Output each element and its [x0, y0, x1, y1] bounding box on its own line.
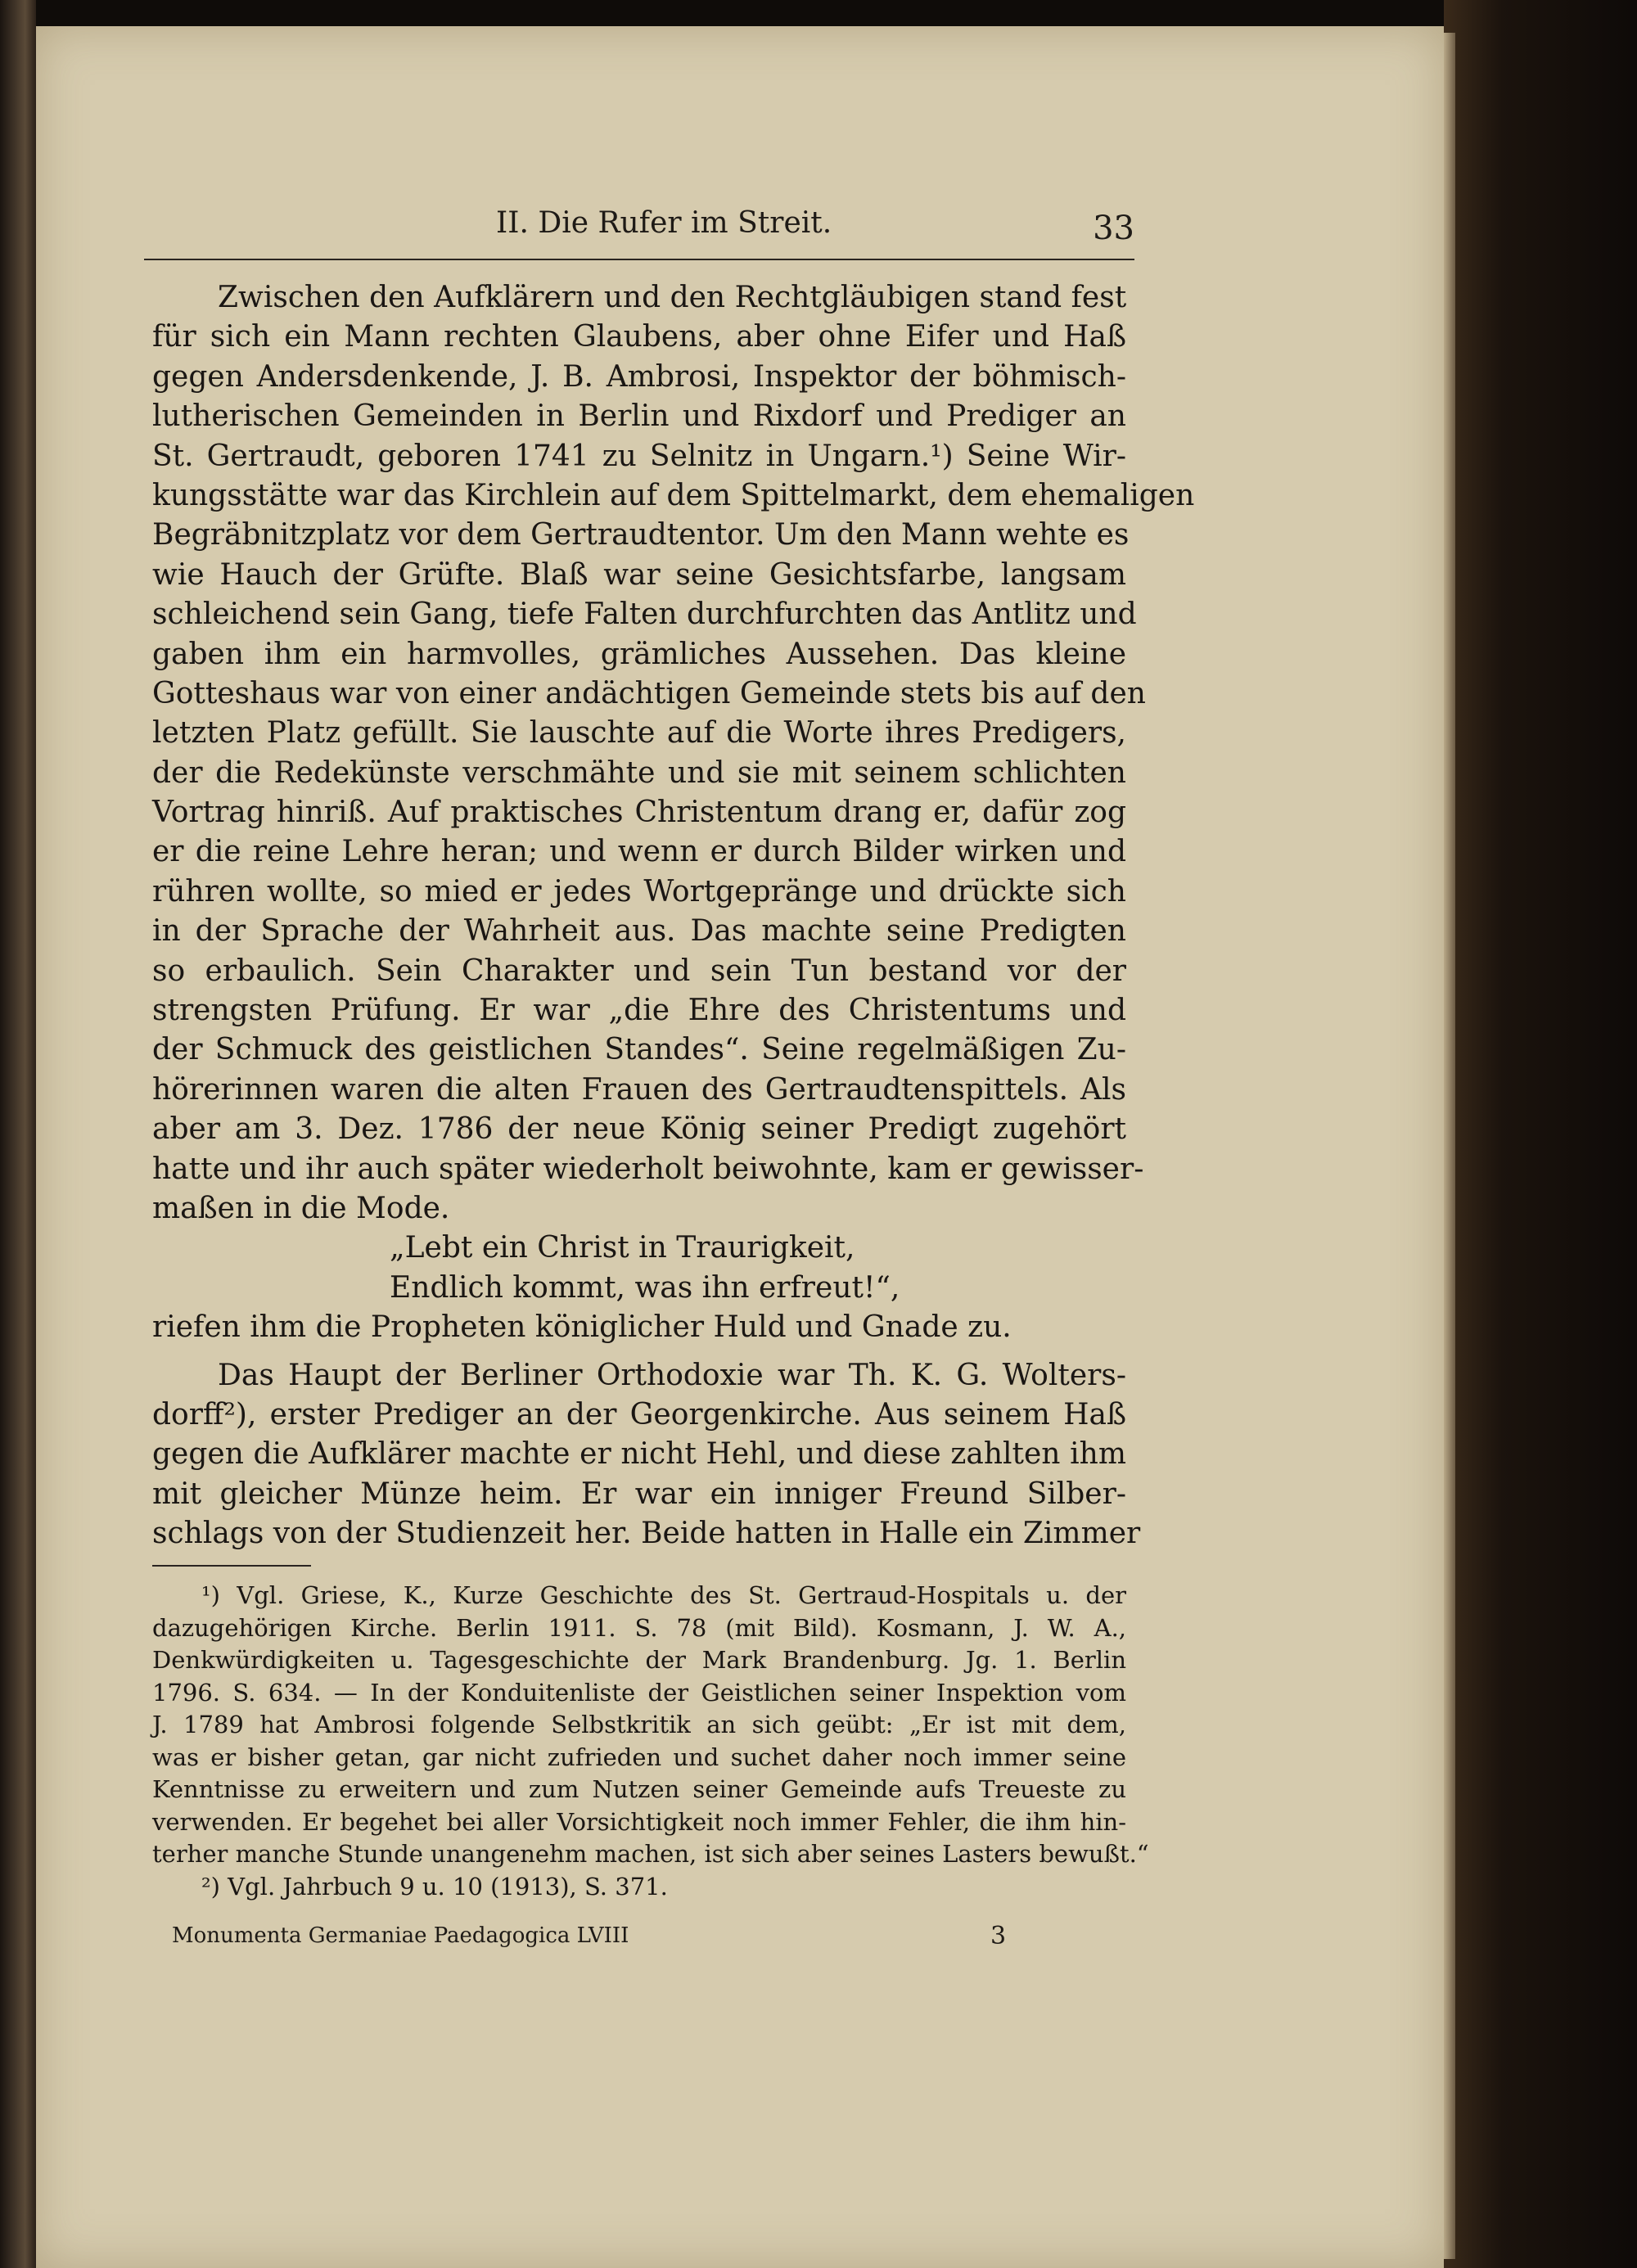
footnote-line: 1796. S. 634. — In der Konduitenliste der Geistlichen seiner Inspektion vom [152, 1678, 1126, 1707]
text-line: hatte und ihr auch später wiederholt beiwohnte, kam er gewisser- [152, 1152, 1144, 1186]
text-line: lutherischen Gemeinden in Berlin und Rixdorf und Prediger an [152, 399, 1126, 434]
footnote-line: Kenntnisse zu erweitern und zum Nutzen seiner Gemeinde aufs Treueste zu [152, 1775, 1126, 1803]
footnote-line: terher manche Stunde unangenehm machen, ist sich aber seines Lasters bewußt.“ [152, 1840, 1149, 1868]
page-edge [1444, 33, 1455, 2259]
verse-line: Endlich kommt, was ihn erfreut!“, [390, 1270, 900, 1305]
text-line: rühren wollte, so mied er jedes Wortgepränge und drückte sich [152, 874, 1126, 909]
text-line: gegen die Aufklärer machte er nicht Hehl, und diese zahlten ihm [152, 1437, 1126, 1472]
text-line: schleichend sein Gang, tiefe Falten durchfurchten das Antlitz und [152, 597, 1137, 632]
footnote-line: Denkwürdigkeiten u. Tagesgeschichte der Mark Brandenburg. Jg. 1. Berlin [152, 1646, 1126, 1674]
text-line: maßen in die Mode. [152, 1191, 450, 1225]
footnote-line: ²) Vgl. Jahrbuch 9 u. 10 (1913), S. 371. [201, 1872, 668, 1901]
text-line: für sich ein Mann rechten Glaubens, aber ohne Eifer und Haß [152, 320, 1126, 354]
page-number: 33 [1093, 210, 1134, 247]
text-line: letzten Platz gefüllt. Sie lauschte auf die Worte ihres Predigers, [152, 716, 1126, 751]
footnotes [152, 1580, 1149, 1903]
footnote-line: J. 1789 hat Ambrosi folgende Selbstkritik an sich geübt: „Er ist mit dem, [152, 1711, 1126, 1738]
text-line: Begräbnitzplatz vor dem Gertraudtentor. Um den Mann wehte es [152, 518, 1130, 552]
text-line: riefen ihm die Propheten königlicher Huld und Gnade zu. [152, 1310, 1012, 1345]
footnote-rule [152, 1565, 311, 1567]
footnote-line: was er bisher getan, gar nicht zufrieden und suchet daher noch immer seine [152, 1743, 1126, 1771]
text-line: wie Hauch der Grüfte. Blaß war seine Gesichtsfarbe, langsam [152, 557, 1126, 592]
text-line: dorff²), erster Prediger an der Georgenkirche. Aus seinem Haß [152, 1397, 1126, 1432]
running-head-title: II. Die Rufer im Streit. [496, 206, 832, 240]
verse-line: „Lebt ein Christ in Traurigkeit, [390, 1231, 855, 1265]
text-line: schlags von der Studienzeit her. Beide hatten in Halle ein Zimmer [152, 1517, 1141, 1551]
text-line: strengsten Prüfung. Er war „die Ehre des Christentums und [152, 994, 1126, 1028]
text-line: St. Gertraudt, geboren 1741 zu Selnitz in Ungarn.¹) Seine Wir- [152, 439, 1126, 473]
book-right-edge [1444, 0, 1637, 2268]
text-line: so erbaulich. Sein Charakter und sein Tun bestand vor der [152, 954, 1126, 988]
main-text [152, 278, 1195, 1554]
footnote-line: verwenden. Er begehet bei aller Vorsichtigkeit noch immer Fehler, die ihm hin- [152, 1807, 1126, 1836]
text-line: Gotteshaus war von einer andächtigen Gemeinde stets bis auf den [152, 676, 1146, 710]
text-line: gegen Andersdenkende, J. B. Ambrosi, Inspektor der böhmisch- [152, 359, 1126, 394]
text-line: in der Sprache der Wahrheit aus. Das machte seine Predigten [152, 914, 1126, 949]
text-line: Zwischen den Aufklärern und den Rechtgläubigen stand fest [218, 281, 1127, 314]
text-line: er die reine Lehre heran; und wenn er durch Bilder wirken und [152, 835, 1126, 869]
text-line: der Schmuck des geistlichen Standes“. Seine regelmäßigen Zu- [152, 1033, 1126, 1067]
text-line: Das Haupt der Berliner Orthodoxie war Th. K. G. Wolters- [218, 1358, 1126, 1392]
text-line: kungsstätte war das Kirchlein auf dem Spittelmarkt, dem ehemaligen [152, 478, 1195, 512]
text-line: mit gleicher Münze heim. Er war ein inniger Freund Silber- [152, 1477, 1126, 1511]
sheet-signature: 3 [990, 1922, 1007, 1950]
text-line: gaben ihm ein harmvolles, grämliches Aussehen. Das kleine [152, 637, 1126, 671]
text-line: aber am 3. Dez. 1786 der neue König seiner Predigt zugehört [152, 1112, 1126, 1147]
footnote-line: dazugehörigen Kirche. Berlin 1911. S. 78 (mit Bild). Kosmann, J. W. A., [152, 1613, 1126, 1642]
running-head [144, 206, 1134, 255]
series-title: Monumenta Germaniae Paedagogica LVIII [172, 1923, 629, 1948]
footnote-line: ¹) Vgl. Griese, K., Kurze Geschichte des St. Gertraud-Hospitals u. der [201, 1581, 1126, 1609]
text-line: der die Redekünste verschmähte und sie mit seinem schlichten [152, 755, 1126, 790]
text-line: Vortrag hinriß. Auf praktisches Christentum drang er, dafür zog [152, 796, 1126, 830]
header-rule [144, 259, 1134, 260]
book-gutter [0, 0, 36, 2268]
text-line: hörerinnen waren die alten Frauen des Gertraudtenspittels. Als [152, 1072, 1126, 1107]
